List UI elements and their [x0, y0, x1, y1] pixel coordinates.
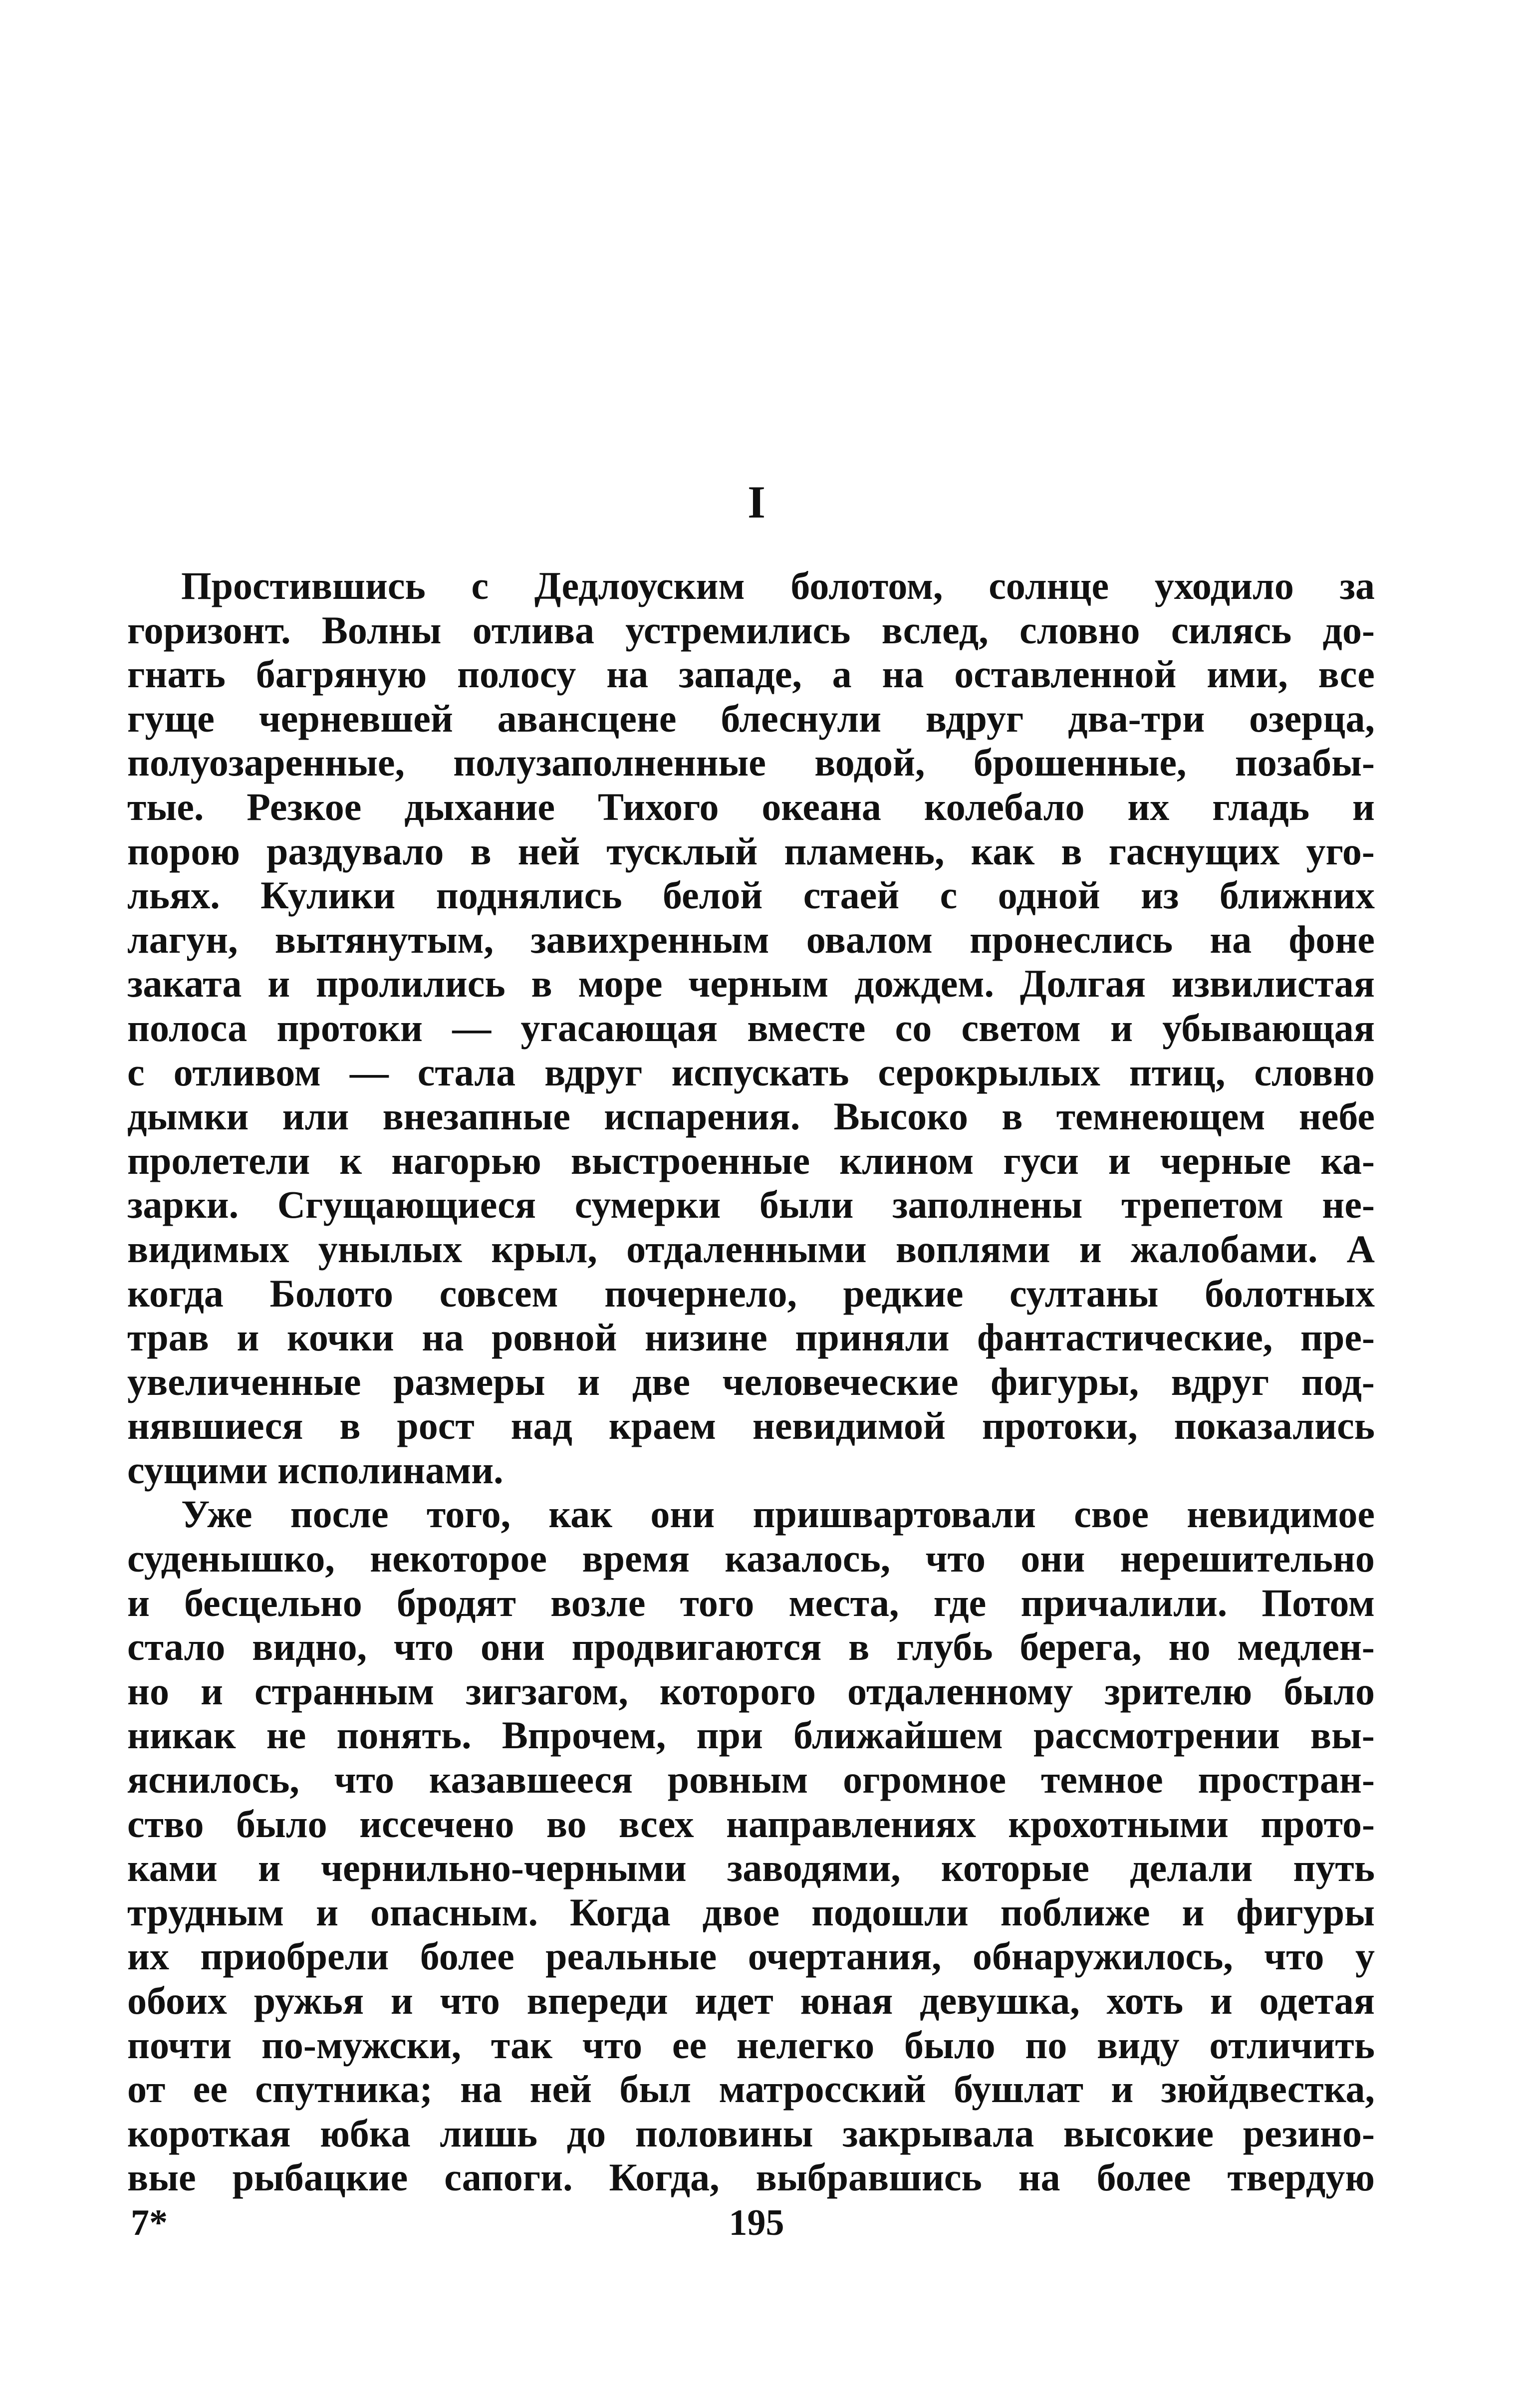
chapter-number: I: [748, 477, 765, 528]
text-line: трав и кочки на ровной низине приняли фантастические, пре-: [127, 1316, 1375, 1359]
text-line: суденышко, некоторое время казалось, что они нерешительно: [127, 1537, 1375, 1581]
text-line: гнать багряную полосу на западе, а на оставленной ими, все: [127, 652, 1375, 696]
text-line: горизонт. Волны отлива устремились вслед, словно силясь до-: [127, 608, 1375, 652]
text-line: стало видно, что они продвигаются в глубь берега, но медлен-: [127, 1625, 1375, 1669]
text-line: зарки. Сгущающиеся сумерки были заполнены трепетом не-: [127, 1183, 1375, 1227]
text-line: тые. Резкое дыхание Тихого океана колебало их гладь и: [127, 785, 1375, 828]
text-line: дымки или внезапные испарения. Высоко в темнеющем небе: [127, 1094, 1375, 1138]
text-line: порою раздувало в ней тусклый пламень, как в гаснущих уго-: [127, 829, 1375, 873]
text-line: сущими исполинами.: [127, 1448, 504, 1492]
text-line: ками и чернильно-черными заводями, которые делали путь: [127, 1846, 1375, 1890]
paragraph: [127, 1492, 1375, 2200]
text-line: пролетели к нагорью выстроенные клином гуси и черные ка-: [127, 1138, 1375, 1182]
text-line: почти по-мужски, так что ее нелегко было по виду отличить: [127, 2023, 1375, 2067]
text-line: никак не понять. Впрочем, при ближайшем рассмотрении вы-: [127, 1713, 1375, 1757]
text-line: Уже после того, как они пришвартовали свое невидимое: [181, 1492, 1375, 1536]
page-footer: [0, 2202, 1513, 2252]
text-line: яснилось, что казавшееся ровным огромное темное простран-: [127, 1758, 1375, 1802]
text-line: их приобрели более реальные очертания, обнаружилось, что у: [127, 1934, 1375, 1978]
text-line: полуозаренные, полузаполненные водой, брошенные, позабы-: [127, 741, 1375, 785]
text-line: и бесцельно бродят возле того места, где причалили. Потом: [127, 1581, 1375, 1624]
text-line: обоих ружья и что впереди идет юная девушка, хоть и одетая: [127, 1979, 1375, 2022]
text-line: трудным и опасным. Когда двое подошли поближе и фигуры: [127, 1890, 1375, 1934]
paragraph: [127, 564, 1375, 1492]
text-line: лагун, вытянутым, завихренным овалом пронеслись на фоне: [127, 917, 1375, 961]
text-line: гуще черневшей авансцене блеснули вдруг два-три озерца,: [127, 696, 1375, 740]
text-line: но и странным зигзагом, которого отдаленному зрителю было: [127, 1669, 1375, 1713]
text-line: когда Болото совсем почернело, редкие султаны болотных: [127, 1271, 1375, 1315]
text-line: от ее спутника; на ней был матросский бушлат и зюйдвестка,: [127, 2067, 1375, 2111]
page-number: 195: [729, 2202, 784, 2243]
text-line: увеличенные размеры и две человеческие фигуры, вдруг под-: [127, 1359, 1375, 1403]
body-text: [127, 564, 1375, 2200]
signature-mark: 7*: [131, 2202, 168, 2243]
text-line: льях. Кулики поднялись белой стаей с одной из ближних: [127, 873, 1375, 917]
text-line: вые рыбацкие сапоги. Когда, выбравшись на более твердую: [127, 2155, 1375, 2199]
text-line: Простившись с Дедлоуским болотом, солнце уходило за: [181, 564, 1375, 607]
text-line: нявшиеся в рост над краем невидимой протоки, показались: [127, 1404, 1375, 1448]
text-line: с отливом — стала вдруг испускать серокрылых птиц, словно: [127, 1050, 1375, 1094]
text-line: ство было иссечено во всех направлениях крохотными прото-: [127, 1802, 1375, 1846]
text-line: короткая юбка лишь до половины закрывала высокие резино-: [127, 2111, 1375, 2155]
text-line: видимых унылых крыл, отдаленными воплями и жалобами. А: [127, 1227, 1375, 1271]
text-line: заката и пролились в море черным дождем. Долгая извилистая: [127, 962, 1375, 1006]
text-line: полоса протоки — угасающая вместе со светом и убывающая: [127, 1006, 1375, 1050]
